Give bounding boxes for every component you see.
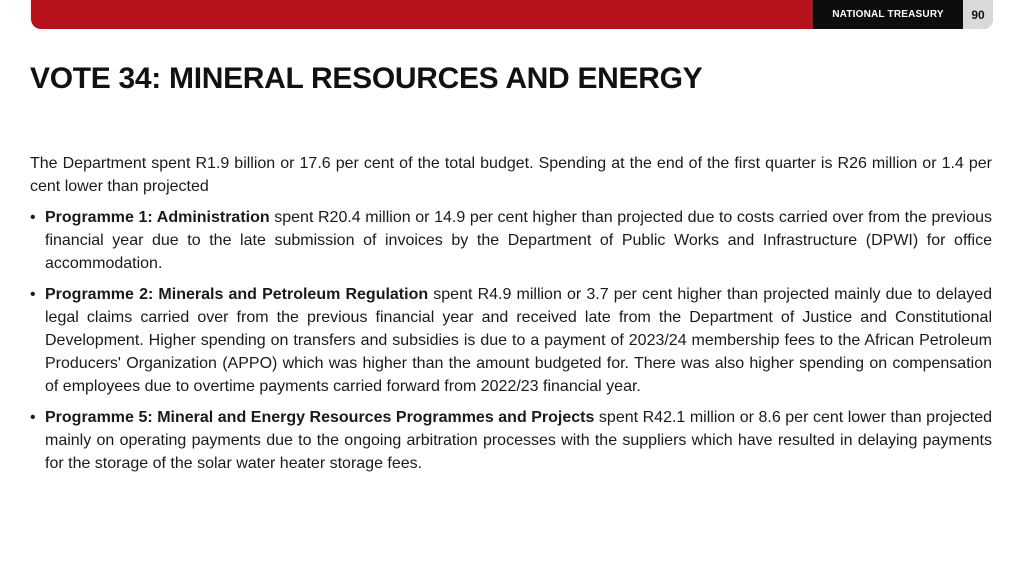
bullet-icon: • [30, 409, 36, 426]
programme-list [30, 206, 992, 475]
page-number: 90 [963, 0, 993, 29]
bullet-icon: • [30, 209, 36, 226]
programme-text: spent R20.4 million or 14.9 per cent higher than projected due to costs carried over from the previous financial year due to the late submission of invoices by the Department of Public Works and Infrastructure (DPWI) for office accommodation. [45, 209, 992, 272]
national-treasury-label: NATIONAL TREASURY [813, 0, 963, 29]
list-item [30, 406, 992, 475]
programme-heading: Programme 1: Administration [45, 209, 270, 226]
bullet-icon: • [30, 286, 36, 303]
programme-heading: Programme 5: Mineral and Energy Resources Programmes and Projects [45, 409, 595, 426]
header-bar [31, 0, 993, 29]
slide-body [30, 152, 992, 483]
programme-text: spent R42.1 million or 8.6 per cent lower than projected mainly on operating payments due to the ongoing arbitration processes with the suppliers which have resulted in delaying payments for the storage of the solar water heater storage fees. [45, 409, 992, 472]
page-title: VOTE 34: MINERAL RESOURCES AND ENERGY [30, 62, 703, 95]
programme-heading: Programme 2: Minerals and Petroleum Regulation [45, 286, 429, 303]
programme-text: spent R4.9 million or 3.7 per cent higher than projected mainly due to delayed legal claims carried over from the previous financial year and received late from the Department of Justice and Constitutional Development. Higher spending on transfers and subsidies is due to a payment of 2023/24 membership fees to the African Petroleum Producers' Organization (APPO) which was higher than the amount budgeted for. There was also higher spending on compensation of employees due to overtime payments carried forward from 2022/23 financial year. [45, 286, 993, 395]
list-item [30, 206, 992, 275]
intro-paragraph: The Department spent R1.9 billion or 17.6 per cent of the total budget. Spending at the end of the first quarter is R26 million or 1.4 per cent lower than projected [30, 155, 992, 195]
list-item [30, 283, 992, 398]
